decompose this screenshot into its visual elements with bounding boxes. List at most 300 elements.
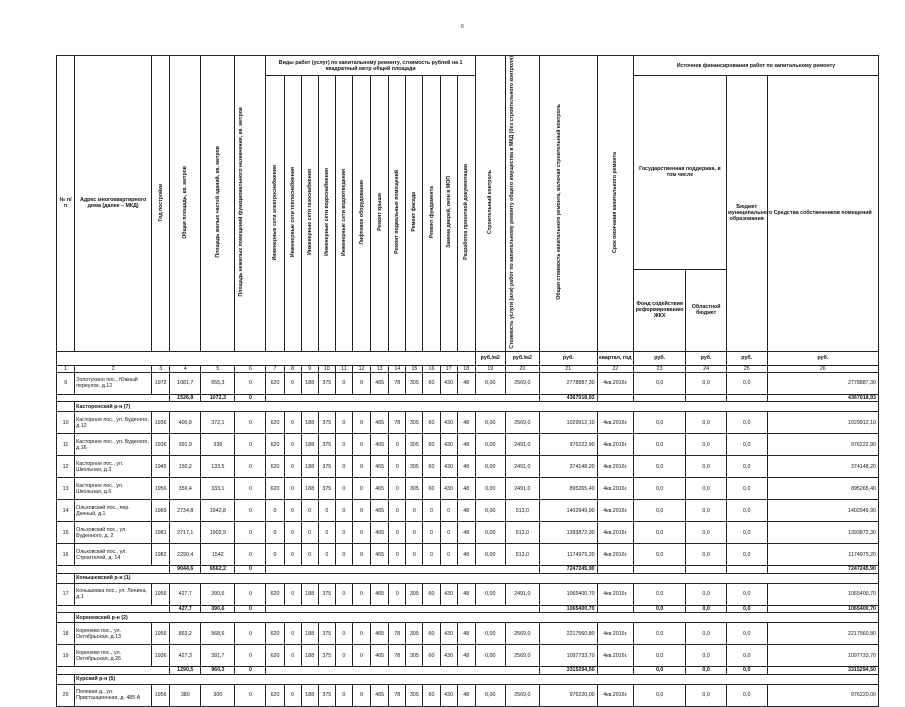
row-work-cost: 430 <box>440 434 457 456</box>
row-work-cost: 465 <box>371 684 389 706</box>
row-work-cost: 48 <box>457 583 475 605</box>
row-work-cost: 0 <box>335 372 352 394</box>
row-owners: 2217560,80 <box>767 623 878 645</box>
row-nonliving-area: 0 <box>235 434 266 456</box>
table-row <box>57 684 879 706</box>
row-cost-per-m2: 2569,0 <box>505 412 539 434</box>
row-living-area: 336 <box>201 434 235 456</box>
row-work-cost: 465 <box>371 623 389 645</box>
row-municipal: 0,0 <box>726 412 767 434</box>
row-municipal: 0,0 <box>726 684 767 706</box>
row-year: 1989 <box>152 500 170 522</box>
row-fund: 0,0 <box>633 544 685 566</box>
row-work-cost: 375 <box>318 645 335 667</box>
row-year: 1981 <box>152 522 170 544</box>
row-owners: 1393872,30 <box>767 522 878 544</box>
row-municipal: 0,0 <box>726 434 767 456</box>
row-work-cost: 60 <box>423 412 440 434</box>
unit-total: руб. <box>539 351 597 365</box>
row-work-cost: 48 <box>457 522 475 544</box>
row-work-cost: 60 <box>423 623 440 645</box>
row-regional: 0,0 <box>686 412 727 434</box>
row-owners: 895265,40 <box>767 478 878 500</box>
row-deadline: 4кв.2016г. <box>597 522 633 544</box>
column-number: 20 <box>505 365 539 372</box>
row-address: Конышевка пос., ул. Ленина, д.1 <box>75 583 152 605</box>
header-work-3: Инженерные сети газоснабжения <box>301 76 318 352</box>
row-fund: 0,0 <box>633 434 685 456</box>
subtotal-regional: 0,0 <box>686 605 727 613</box>
header-total-cost: Общая стоимость капитального ремонта, включая строительный контроль <box>539 56 597 352</box>
row-deadline: 4кв.2016г. <box>597 544 633 566</box>
row-work-cost: 430 <box>440 623 457 645</box>
subtotal-fund <box>633 394 685 402</box>
column-number: 16 <box>423 365 440 372</box>
header-nonliving-area: Площадь нежилых помещений функционального назначения, кв. метров <box>235 56 266 352</box>
row-cost-per-m2: 2569,0 <box>505 372 539 394</box>
row-address: Касторное пос., ул. Буденого, д.16 <box>75 434 152 456</box>
subtotal-blank <box>266 605 540 613</box>
row-work-cost: 0 <box>440 522 457 544</box>
row-fund: 0,0 <box>633 684 685 706</box>
row-work-cost: 0 <box>266 522 284 544</box>
row-living-area: 300 <box>201 684 235 706</box>
row-regional: 0,0 <box>686 645 727 667</box>
row-work-cost: 0 <box>335 412 352 434</box>
row-work-cost: 305 <box>406 684 423 706</box>
row-fund: 0,0 <box>633 412 685 434</box>
row-work-cost: 0 <box>423 522 440 544</box>
row-total-cost: 374148,20 <box>539 456 597 478</box>
row-work-cost: 305 <box>406 478 423 500</box>
row-num: 20 <box>57 684 75 706</box>
row-municipal: 0,0 <box>726 522 767 544</box>
header-municipal: Бюджет муниципального образования <box>726 76 767 352</box>
row-address: Касторное пос., ул. Школьная, д.6 <box>75 478 152 500</box>
row-build-control: 0,00 <box>475 684 505 706</box>
subtotal-fund: 0,0 <box>633 605 685 613</box>
row-total-cost: 976222,90 <box>539 434 597 456</box>
row-fund: 0,0 <box>633 522 685 544</box>
row-work-cost: 0 <box>335 434 352 456</box>
header-work-10: Ремонт фундамента <box>423 76 440 352</box>
row-work-cost: 0 <box>389 456 406 478</box>
subtotal-owners: 7247245,90 <box>767 566 878 574</box>
subtotal-row <box>57 605 879 613</box>
row-work-cost: 375 <box>318 456 335 478</box>
row-work-cost: 0 <box>389 434 406 456</box>
row-total-area: 2717,1 <box>170 522 201 544</box>
row-num: 14 <box>57 500 75 522</box>
subtotal-fund <box>633 566 685 574</box>
column-number: 22 <box>597 365 633 372</box>
row-regional: 0,0 <box>686 583 727 605</box>
row-work-cost: 430 <box>440 684 457 706</box>
row-work-cost: 430 <box>440 478 457 500</box>
row-work-cost: 0 <box>406 544 423 566</box>
row-owners: 1029912,10 <box>767 412 878 434</box>
header-total-area: Общая площадь, кв. метров <box>170 56 201 352</box>
row-nonliving-area: 0 <box>235 500 266 522</box>
row-work-cost: 0 <box>284 623 301 645</box>
table-row <box>57 412 879 434</box>
row-municipal: 0,0 <box>726 583 767 605</box>
row-total-cost: 976220,00 <box>539 684 597 706</box>
row-year: 1956 <box>152 478 170 500</box>
row-address: Золотухино пос., Южный переулок, д.12 <box>75 372 152 394</box>
units-row <box>57 351 879 365</box>
row-work-cost: 78 <box>389 412 406 434</box>
unit-regional: руб. <box>686 351 727 365</box>
header-year: Год постройки <box>152 56 170 352</box>
row-total-cost: 2778887,30 <box>539 372 597 394</box>
row-work-cost: 620 <box>266 583 284 605</box>
row-work-cost: 48 <box>457 372 475 394</box>
row-work-cost: 0 <box>318 500 335 522</box>
row-total-area: 391,9 <box>170 434 201 456</box>
district-row <box>57 573 879 583</box>
subtotal-living-area: 390,6 <box>201 605 235 613</box>
row-work-cost: 0 <box>352 522 370 544</box>
row-total-cost: 1029912,10 <box>539 412 597 434</box>
page-number: 6 <box>461 24 464 30</box>
column-number: 25 <box>726 365 767 372</box>
table-row <box>57 645 879 667</box>
row-total-area: 2734,8 <box>170 500 201 522</box>
row-work-cost: 60 <box>423 583 440 605</box>
column-number: 8 <box>284 365 301 372</box>
subtotal-blank <box>597 566 633 574</box>
row-work-cost: 0 <box>352 372 370 394</box>
row-total-area: 863,2 <box>170 623 201 645</box>
column-number: 6 <box>235 365 266 372</box>
header-owners: Средства собственников помещений <box>767 76 878 352</box>
row-nonliving-area: 0 <box>235 456 266 478</box>
row-work-cost: 0 <box>423 544 440 566</box>
subtotal-blank <box>57 394 170 402</box>
row-nonliving-area: 0 <box>235 684 266 706</box>
row-year: 1936 <box>152 434 170 456</box>
row-total-cost: 2217560,80 <box>539 623 597 645</box>
column-number: 14 <box>389 365 406 372</box>
subtotal-total-area: 9044,6 <box>170 566 201 574</box>
subtotal-regional <box>686 394 727 402</box>
row-year: 1936 <box>152 645 170 667</box>
row-work-cost: 465 <box>371 544 389 566</box>
row-num: 19 <box>57 645 75 667</box>
row-total-area: 1081,7 <box>170 372 201 394</box>
district-blank <box>57 402 75 412</box>
row-work-cost: 0 <box>406 522 423 544</box>
table-body <box>57 372 879 706</box>
row-work-cost: 375 <box>318 372 335 394</box>
row-work-cost: 620 <box>266 412 284 434</box>
row-work-cost: 305 <box>406 456 423 478</box>
row-work-cost: 0 <box>352 645 370 667</box>
row-work-cost: 188 <box>301 412 318 434</box>
row-work-cost: 465 <box>371 456 389 478</box>
row-work-cost: 48 <box>457 434 475 456</box>
row-living-area: 568,6 <box>201 623 235 645</box>
row-year: 1956 <box>152 623 170 645</box>
unit-owners: руб. <box>767 351 878 365</box>
subtotal-blank <box>57 605 170 613</box>
row-num: 17 <box>57 583 75 605</box>
row-work-cost: 188 <box>301 434 318 456</box>
subtotal-living-area: 960,3 <box>201 667 235 675</box>
row-work-cost: 305 <box>406 372 423 394</box>
row-work-cost: 0 <box>335 456 352 478</box>
row-work-cost: 0 <box>301 500 318 522</box>
header-work-5: Инженерные сети водоотведения <box>335 76 352 352</box>
column-number: 10 <box>318 365 335 372</box>
column-number: 21 <box>539 365 597 372</box>
row-work-cost: 0 <box>335 583 352 605</box>
table-row <box>57 434 879 456</box>
row-year: 1956 <box>152 684 170 706</box>
row-work-cost: 620 <box>266 456 284 478</box>
row-deadline: 4кв.2016г. <box>597 372 633 394</box>
row-total-area: 427,7 <box>170 583 201 605</box>
row-regional: 0,0 <box>686 544 727 566</box>
row-work-cost: 430 <box>440 645 457 667</box>
row-total-cost: 1174975,20 <box>539 544 597 566</box>
row-work-cost: 0 <box>440 544 457 566</box>
row-living-area: 390,6 <box>201 583 235 605</box>
row-work-cost: 0 <box>284 684 301 706</box>
column-number-row <box>57 365 879 372</box>
row-work-cost: 0 <box>335 500 352 522</box>
subtotal-blank <box>266 566 540 574</box>
row-work-cost: 430 <box>440 583 457 605</box>
subtotal-living-area: 1072,3 <box>201 394 235 402</box>
row-build-control: 0,00 <box>475 544 505 566</box>
row-work-cost: 0 <box>335 522 352 544</box>
row-work-cost: 620 <box>266 434 284 456</box>
district-blank <box>57 674 75 684</box>
subtotal-municipal: 0,0 <box>726 667 767 675</box>
column-number: 15 <box>406 365 423 372</box>
row-address: Касторное пос., ул. Буденого, д.12 <box>75 412 152 434</box>
row-total-area: 2290,4 <box>170 544 201 566</box>
row-address: Касторное пос., ул. Школьная, д.3 <box>75 456 152 478</box>
subtotal-row <box>57 566 879 574</box>
row-fund: 0,0 <box>633 623 685 645</box>
row-total-cost: 895265,40 <box>539 478 597 500</box>
row-deadline: 4кв.2016г. <box>597 478 633 500</box>
column-number: 7 <box>266 365 284 372</box>
row-num: 15 <box>57 522 75 544</box>
row-work-cost: 0 <box>335 544 352 566</box>
row-work-cost: 465 <box>371 412 389 434</box>
row-work-cost: 465 <box>371 500 389 522</box>
column-number: 17 <box>440 365 457 372</box>
subtotal-total-cost: 3315294,50 <box>539 667 597 675</box>
row-work-cost: 430 <box>440 456 457 478</box>
row-work-cost: 0 <box>335 645 352 667</box>
row-year: 1956 <box>152 583 170 605</box>
district-label: Касторенский р-н (7) <box>75 402 879 412</box>
row-work-cost: 188 <box>301 623 318 645</box>
row-deadline: 4кв.2016г. <box>597 583 633 605</box>
row-deadline: 4кв.2016г. <box>597 456 633 478</box>
subtotal-owners: 4367018,93 <box>767 394 878 402</box>
row-work-cost: 188 <box>301 684 318 706</box>
row-work-cost: 48 <box>457 500 475 522</box>
row-cost-per-m2: 2569,0 <box>505 684 539 706</box>
row-work-cost: 465 <box>371 434 389 456</box>
row-work-cost: 60 <box>423 645 440 667</box>
row-work-cost: 0 <box>352 412 370 434</box>
unit-bc: руб./м2 <box>475 351 505 365</box>
row-work-cost: 620 <box>266 372 284 394</box>
row-work-cost: 305 <box>406 434 423 456</box>
row-owners: 374148,20 <box>767 456 878 478</box>
row-work-cost: 430 <box>440 412 457 434</box>
table-row <box>57 623 879 645</box>
subtotal-blank <box>266 394 540 402</box>
header-num: № п/п <box>57 56 75 352</box>
row-work-cost: 0 <box>318 544 335 566</box>
header-fund: Фонд содействия реформированию ЖКХ <box>633 269 685 351</box>
row-fund: 0,0 <box>633 645 685 667</box>
row-nonliving-area: 0 <box>235 645 266 667</box>
row-work-cost: 78 <box>389 623 406 645</box>
row-nonliving-area: 0 <box>235 412 266 434</box>
row-work-cost: 620 <box>266 684 284 706</box>
row-work-cost: 0 <box>284 583 301 605</box>
column-number: 3 <box>152 365 170 372</box>
row-nonliving-area: 0 <box>235 623 266 645</box>
row-work-cost: 305 <box>406 645 423 667</box>
row-work-cost: 0 <box>352 623 370 645</box>
row-work-cost: 465 <box>371 478 389 500</box>
row-work-cost: 305 <box>406 412 423 434</box>
column-number: 4 <box>170 365 201 372</box>
row-cost-per-m2: 513,0 <box>505 500 539 522</box>
header-work-11: Замена дверей, окон в МОП <box>440 76 457 352</box>
row-work-cost: 0 <box>266 500 284 522</box>
row-work-cost: 0 <box>284 645 301 667</box>
subtotal-municipal: 0,0 <box>726 605 767 613</box>
row-cost-per-m2: 513,0 <box>505 544 539 566</box>
row-living-area: 391,7 <box>201 645 235 667</box>
row-build-control: 0,00 <box>475 500 505 522</box>
column-number: 23 <box>633 365 685 372</box>
subtotal-municipal <box>726 394 767 402</box>
row-owners: 1402949,90 <box>767 500 878 522</box>
row-municipal: 0,0 <box>726 478 767 500</box>
row-work-cost: 60 <box>423 372 440 394</box>
row-municipal: 0,0 <box>726 623 767 645</box>
row-deadline: 4кв.2016г. <box>597 684 633 706</box>
row-work-cost: 0 <box>335 684 352 706</box>
row-total-cost: 1097733,70 <box>539 645 597 667</box>
row-regional: 0,0 <box>686 623 727 645</box>
row-address: Коренево пос., ул. Октябрьская, д.13 <box>75 623 152 645</box>
row-work-cost: 60 <box>423 434 440 456</box>
row-work-cost: 465 <box>371 645 389 667</box>
row-cost-per-m2: 2491,0 <box>505 478 539 500</box>
row-fund: 0,0 <box>633 500 685 522</box>
subtotal-total-cost: 7247245,90 <box>539 566 597 574</box>
district-blank <box>57 573 75 583</box>
header-work-7: Ремонт крыши <box>371 76 389 352</box>
row-work-cost: 0 <box>389 522 406 544</box>
subtotal-blank <box>57 566 170 574</box>
column-number: 24 <box>686 365 727 372</box>
row-address: Полевая д., ул. Пристанционная, д. 485 А <box>75 684 152 706</box>
header-deadline: Срок окончания капитального ремонта <box>597 56 633 352</box>
row-address: Коренево пос., ул. Октябрьская, д.26 <box>75 645 152 667</box>
row-work-cost: 0 <box>284 544 301 566</box>
subtotal-nonliving-area: 0 <box>235 667 266 675</box>
row-work-cost: 375 <box>318 583 335 605</box>
column-number: 18 <box>457 365 475 372</box>
row-build-control: 0,00 <box>475 478 505 500</box>
column-number: 1 <box>57 365 75 372</box>
row-living-area: 133,5 <box>201 456 235 478</box>
row-num: 18 <box>57 623 75 645</box>
row-nonliving-area: 0 <box>235 478 266 500</box>
unit-deadline: квартал, год <box>597 351 633 365</box>
row-work-cost: 48 <box>457 544 475 566</box>
column-number: 12 <box>352 365 370 372</box>
row-work-cost: 0 <box>284 522 301 544</box>
table-row <box>57 478 879 500</box>
row-work-cost: 188 <box>301 645 318 667</box>
subtotal-total-area: 1290,5 <box>170 667 201 675</box>
unit-fund: руб. <box>633 351 685 365</box>
row-build-control: 0,00 <box>475 456 505 478</box>
table-row <box>57 372 879 394</box>
row-deadline: 4кв.2016г. <box>597 412 633 434</box>
header-works-group: Виды работ (услуг) по капитальному ремонту, стоимость рублей на 1 квадратный метр общей площади <box>266 56 475 76</box>
row-work-cost: 0 <box>440 500 457 522</box>
row-total-cost: 1393872,30 <box>539 522 597 544</box>
row-regional: 0,0 <box>686 522 727 544</box>
subtotal-row <box>57 394 879 402</box>
row-living-area: 372,1 <box>201 412 235 434</box>
row-regional: 0,0 <box>686 372 727 394</box>
row-work-cost: 0 <box>352 434 370 456</box>
row-work-cost: 0 <box>284 478 301 500</box>
row-owners: 976222,90 <box>767 434 878 456</box>
subtotal-regional: 0,0 <box>686 667 727 675</box>
row-regional: 0,0 <box>686 500 727 522</box>
row-work-cost: 0 <box>352 583 370 605</box>
header-work-4: Инженерные сети водоснабжения <box>318 76 335 352</box>
row-work-cost: 620 <box>266 645 284 667</box>
row-cost-per-m2: 2491,0 <box>505 456 539 478</box>
row-work-cost: 620 <box>266 478 284 500</box>
row-work-cost: 305 <box>406 583 423 605</box>
row-nonliving-area: 0 <box>235 544 266 566</box>
row-work-cost: 0 <box>406 500 423 522</box>
column-number: 13 <box>371 365 389 372</box>
row-year: 1982 <box>152 544 170 566</box>
row-total-cost: 1065400,70 <box>539 583 597 605</box>
subtotal-blank <box>597 667 633 675</box>
row-build-control: 0,00 <box>475 623 505 645</box>
row-deadline: 4кв.2016г. <box>597 623 633 645</box>
district-row <box>57 402 879 412</box>
row-municipal: 0,0 <box>726 456 767 478</box>
row-work-cost: 0 <box>266 544 284 566</box>
row-living-area: 1942,8 <box>201 500 235 522</box>
header-work-8: Ремонт подвальных помещений <box>389 76 406 352</box>
row-build-control: 0,00 <box>475 522 505 544</box>
